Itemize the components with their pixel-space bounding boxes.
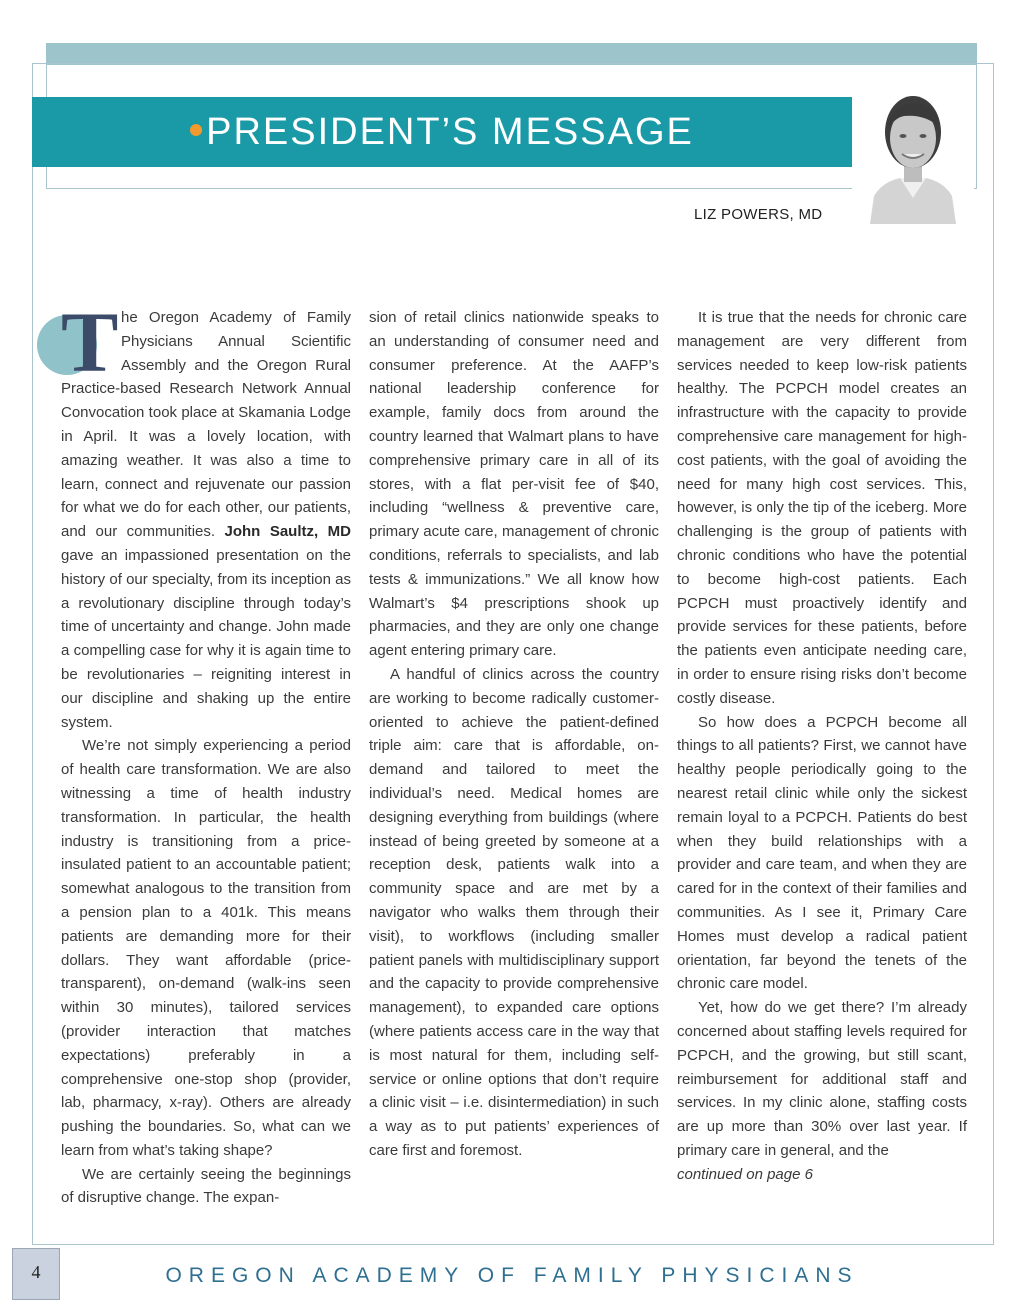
author-photo — [852, 78, 974, 224]
article-column-2 — [369, 306, 659, 1163]
article-paragraph — [61, 294, 351, 734]
page-title — [32, 111, 852, 154]
page-number: 4 — [31, 1262, 41, 1282]
author-name: LIZ POWERS, MD — [694, 206, 823, 223]
continued-link[interactable]: continued on page 6 — [677, 1165, 813, 1183]
article-paragraph: We are certainly seeing the beginnings of disruptive change. The expan- — [61, 1165, 351, 1207]
dropcap — [61, 294, 119, 390]
article-column-3 — [677, 306, 967, 1186]
paragraph-text: gave an impassioned presentation on the history of our specialty, from its inception as a revolutionary discipline through today’s time of uncertainty and change. John made a compelling case for why it is again time to be revolutionaries – reigniting interest in our discipline and shaking up the entire system. — [61, 546, 351, 731]
article-column-1 — [61, 294, 351, 1210]
article-paragraph: We’re not simply experiencing a period of health care transformation. We are also witnessing a time of health industry transformation. In particular, the health industry is transitioning from a price-insulated patient to an accountable patient; somewhat analogous to the transition from a pension plan to a 401k. This means patients are demanding more for their dollars. They want affordable (price-transparent), on-demand (walk-ins seen within 30 minutes), tailored services (provider interaction that matches expectations) preferably in a comprehensive one-stop shop (provider, lab, pharmacy, x-ray). Others are already pushing the boundaries. So, what can we learn from what’s taking shape? — [61, 737, 351, 1159]
article-paragraph: A handful of clinics across the country are working to become radically customer-oriented to achieve the patient-defined triple aim: care that is affordable, on-demand and tailored to meet the individual’s need. Medical homes are designing everything from buildings (where instead of being greeted by someone at a reception desk, patients walk into a community space and are met by a navigator who walks them through their visit), to workflows (including smaller patient panels with multidisciplinary support and the capacity to provide comprehensive management), to expanded care options (where patients access care in the way that is most natural for them, including self-service or online options that don’t require a clinic visit – i.e. disintermediation) in such a way as to put patients’ experiences of care first and foremost. — [369, 665, 659, 1159]
speaker-name: John Saultz, MD — [224, 523, 351, 541]
header-top-strip — [46, 43, 977, 65]
title-banner — [32, 97, 852, 167]
page-title-text: PRESIDENT’S MESSAGE — [206, 111, 694, 153]
footer-organization: OREGON ACADEMY OF FAMILY PHYSICIANS — [165, 1264, 859, 1287]
article-paragraph: Yet, how do we get there? I’m already concerned about staffing levels required for PCPCH, and the growing, but still scant, reimbursement for additional staff and services. In my clinic alone, staffing costs are up more than 30% over last year. If primary care in general, and the — [677, 999, 967, 1159]
article-paragraph: So how does a PCPCH become all things to all patients? First, we cannot have healthy people periodically going to the nearest retail clinic while only the sickest remain loyal to a PCPCH. Patients do best when they build relationships with a provider and care team, and when they are cared for in the context of their families and communities. As I see it, Primary Care Homes must develop a radical patient orientation, far beyond the tenets of the chronic care model. — [677, 713, 967, 993]
portrait-photo-icon — [852, 78, 974, 224]
paragraph-text: he Oregon Academy of Family Physicians Annual Scientific Assembly and the Oregon Rural Practice-based Research Network Annual Convocation took place at Skamania Lodge in April. It was a lovely location, with amazing weather. It was also a time to learn, connect and rejuvenate our passion for what we do for each other, our patients, and our communities. — [61, 309, 351, 541]
article-paragraph: It is true that the needs for chronic care management are very different from services needed to keep low-risk patients healthy. The PCPCH model creates an infrastructure with the capacity to provide comprehensive care management for high-cost patients, with the goal of avoiding the need for many high cost services. This, however, is only the tip of the iceberg. More challenging is the group of patients with chronic conditions who have the potential to become high-cost patients. Each PCPCH must proactively identify and provide services for these patients, before the patients even anticipate needing care, in order to ensure rising risks don’t become costly disease. — [677, 309, 967, 707]
bullet-dot-icon — [190, 124, 202, 136]
dropcap-letter: T — [61, 294, 119, 390]
article-paragraph: sion of retail clinics nationwide speaks to an understanding of consumer need and consumer preference. At the AAFP’s national leadership conference for example, family docs from around the country learned that Walmart plans to have comprehensive primary care in all of its stores, with a flat per-visit fee of $40, including “wellness & preventive care, primary acute care, management of chronic conditions, referrals to specialists, and lab tests & immunizations.” We all know how Walmart’s $4 prescriptions shook up pharmacies, and they are only one change agent entering primary care. — [369, 309, 659, 660]
